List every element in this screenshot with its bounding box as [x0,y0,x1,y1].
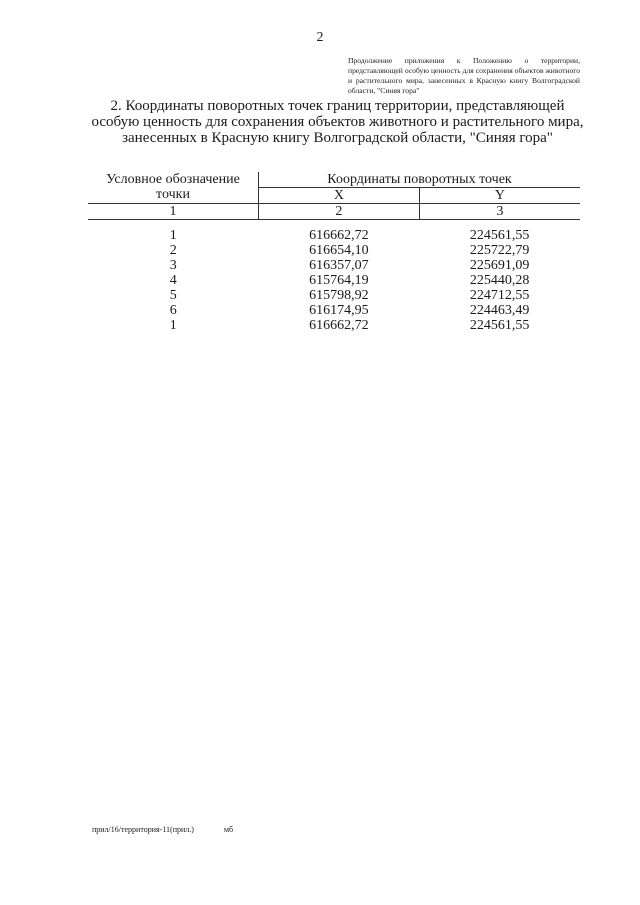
cell-point: 6 [169,303,177,318]
cell-y: 224561,55 [469,318,530,333]
column-number: 3 [419,204,580,220]
table-row [88,288,580,303]
cell-x: 616174,95 [309,303,369,318]
table-row [88,303,580,318]
y-column-header: Y [419,188,580,204]
column-number: 2 [259,204,420,220]
footer-code: мб [223,825,234,834]
cell-point: 1 [169,228,177,243]
cell-y: 225440,28 [469,273,530,288]
x-column-header: X [259,188,420,204]
cell-x: 615798,92 [309,288,369,303]
cell-y: 224712,55 [469,288,530,303]
page-number: 2 [316,30,324,45]
cell-y: 224463,49 [469,303,530,318]
coordinates-header: Координаты поворотных точек [259,172,581,188]
document-title: 2. Координаты поворотных точек границ территории, представляющей особую ценность для сохранения объектов животного и растительного мира, занесенных в Красную книгу Волгоградской области, "Синяя гора" [91,98,584,146]
cell-point: 2 [169,243,177,258]
cell-point: 5 [169,288,177,303]
cell-x: 616662,72 [309,228,369,243]
cell-y: 224561,55 [469,228,530,243]
table-header-row [88,172,580,188]
footer-reference: прил/16/территория-11(прил.) [92,825,194,834]
header-note: Продолжение приложения к Положению о территории, представляющей особую ценность для сохранения объектов животного и растительного мира, занесенных в Красную книгу Волгоградской области, "Синяя гора" [348,56,580,95]
table-row [88,243,580,258]
table-row [88,258,580,273]
cell-x: 616662,72 [309,318,369,333]
table-row [88,318,580,333]
table-row [88,273,580,288]
cell-x: 616357,07 [309,258,369,273]
cell-y: 225722,79 [469,243,530,258]
coordinates-table [88,172,580,333]
cell-point: 1 [169,318,177,333]
column-number: 1 [88,204,259,220]
table-body [88,228,580,333]
table-row [88,228,580,243]
cell-x: 616654,10 [309,243,369,258]
cell-point: 3 [169,258,177,273]
footer [92,825,233,834]
cell-point: 4 [169,273,177,288]
cell-y: 225691,09 [469,258,530,273]
point-column-header: Условное обозначение точки [88,172,259,204]
cell-x: 615764,19 [309,273,369,288]
column-number-row [88,204,580,220]
